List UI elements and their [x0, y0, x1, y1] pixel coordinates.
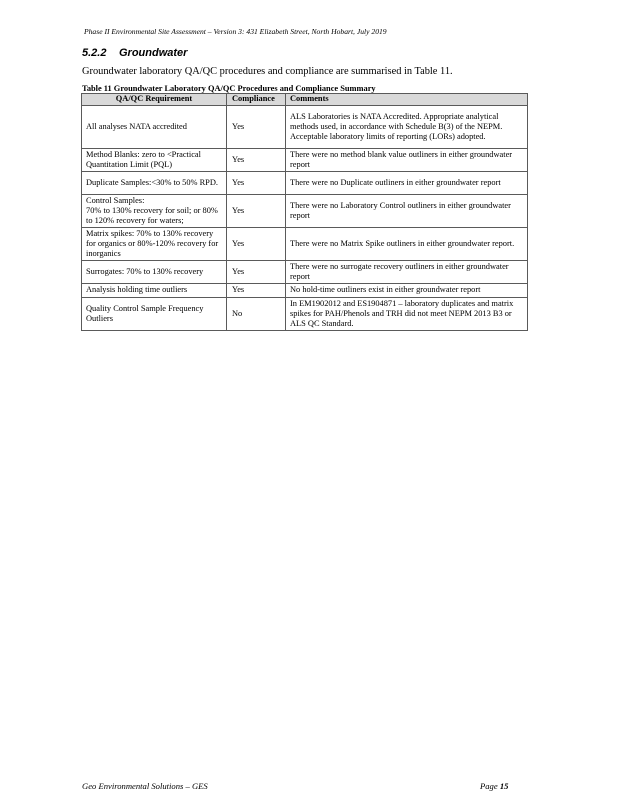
comments-cell: There were no method blank value outliners in either groundwater report — [286, 149, 528, 172]
compliance-cell: Yes — [227, 195, 286, 228]
section-heading — [82, 47, 187, 59]
requirement-cell: Surrogates: 70% to 130% recovery — [82, 261, 227, 284]
page-label: Page — [480, 781, 498, 791]
table-row — [82, 298, 528, 331]
requirement-cell: Matrix spikes: 70% to 130% recovery for organics or 80%-120% recovery for inorganics — [82, 228, 227, 261]
qaqc-table — [81, 93, 528, 331]
compliance-cell: No — [227, 298, 286, 331]
requirement-cell: All analyses NATA accredited — [82, 106, 227, 149]
comments-cell: There were no Duplicate outliners in either groundwater report — [286, 172, 528, 195]
comments-cell: ALS Laboratories is NATA Accredited. Appropriate analytical methods used, in accordance with Schedule B(3) of the NEPM. Acceptable laboratory limits of reporting (LORs) adopted. — [286, 106, 528, 149]
compliance-cell: Yes — [227, 172, 286, 195]
page-number: 15 — [499, 781, 509, 791]
comments-cell: There were no surrogate recovery outliners in either groundwater report — [286, 261, 528, 284]
column-header-requirement: QA/QC Requirement — [82, 94, 227, 106]
requirement-cell: Control Samples: 70% to 130% recovery for soil; or 80% to 120% recovery for waters; — [82, 195, 227, 228]
table-row — [82, 172, 528, 195]
comments-cell: No hold-time outliners exist in either groundwater report — [286, 284, 528, 298]
requirement-cell: Analysis holding time outliers — [82, 284, 227, 298]
comments-cell: In EM1902012 and ES1904871 – laboratory duplicates and matrix spikes for PAH/Phenols and TRH did not meet NEPM 2013 B3 or ALS QC Standard. — [286, 298, 528, 331]
table-header-row — [82, 94, 528, 106]
footer-page — [480, 781, 508, 791]
column-header-comments: Comments — [286, 94, 528, 106]
section-number: 5.2.2 — [82, 47, 107, 59]
table-row — [82, 106, 528, 149]
compliance-cell: Yes — [227, 106, 286, 149]
compliance-cell: Yes — [227, 284, 286, 298]
footer-company: Geo Environmental Solutions – GES — [82, 781, 208, 791]
table-row — [82, 228, 528, 261]
comments-cell: There were no Matrix Spike outliners in either groundwater report. — [286, 228, 528, 261]
table-row — [82, 261, 528, 284]
requirement-cell: Quality Control Sample Frequency Outliers — [82, 298, 227, 331]
section-title: Groundwater — [119, 47, 188, 59]
requirement-cell: Duplicate Samples:<30% to 50% RPD. — [82, 172, 227, 195]
table-caption: Table 11 Groundwater Laboratory QA/QC Procedures and Compliance Summary — [82, 84, 376, 93]
table-row — [82, 149, 528, 172]
compliance-cell: Yes — [227, 261, 286, 284]
table-row — [82, 284, 528, 298]
running-header: Phase II Environmental Site Assessment – Version 3: 431 Elizabeth Street, North Hobart, July 2019 — [84, 27, 387, 36]
compliance-cell: Yes — [227, 149, 286, 172]
intro-paragraph: Groundwater laboratory QA/QC procedures and compliance are summarised in Table 11. — [82, 66, 453, 77]
comments-cell: There were no Laboratory Control outliners in either groundwater report — [286, 195, 528, 228]
requirement-cell: Method Blanks: zero to <Practical Quantitation Limit (PQL) — [82, 149, 227, 172]
table-row — [82, 195, 528, 228]
column-header-compliance: Compliance — [227, 94, 286, 106]
compliance-cell: Yes — [227, 228, 286, 261]
